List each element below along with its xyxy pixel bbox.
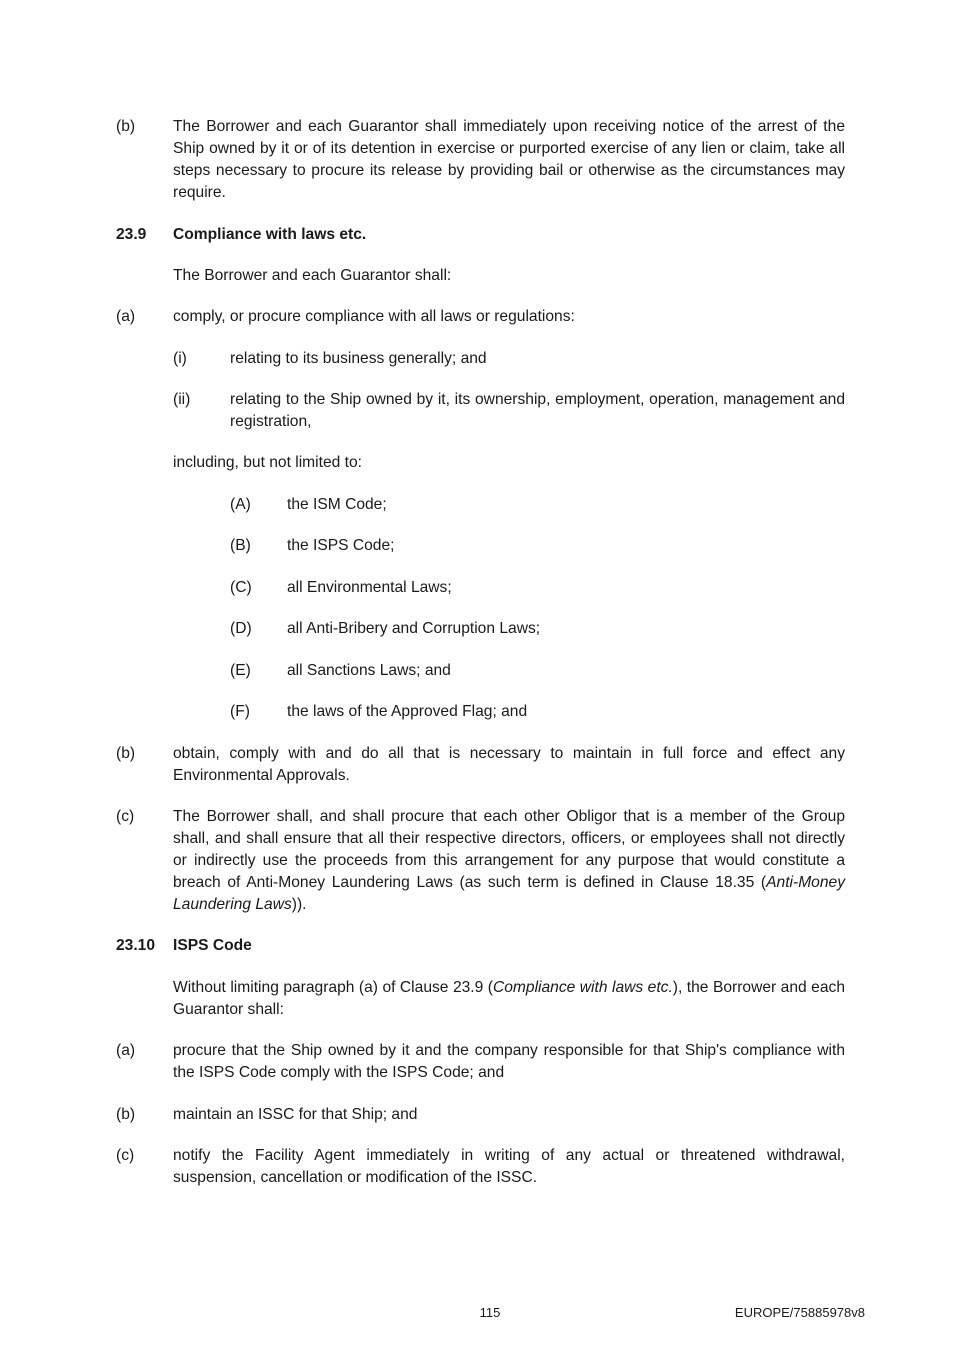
paragraph-text: comply, or procure compliance with all laws or regulations:: [173, 308, 575, 325]
list-item-text: the ISM Code;: [287, 496, 387, 513]
clause-title: ISPS Code: [173, 937, 252, 954]
paragraph-number: (c): [116, 808, 135, 825]
subparagraph-number: (ii): [173, 391, 191, 408]
paragraph-text-tail: )).: [291, 896, 307, 913]
paragraph-number: (b): [116, 745, 136, 762]
intro-text-pre: Without limiting paragraph (a) of Clause 23.9 (: [173, 979, 493, 996]
list-item-number: (F): [230, 703, 250, 720]
subparagraph-text: relating to the Ship owned by it, its ownership, employment, operation, management and registration,: [230, 391, 845, 430]
page-number: 115: [479, 1305, 501, 1320]
clause-title: Compliance with laws etc.: [173, 226, 367, 243]
paragraph-text: obtain, comply with and do all that is necessary to maintain in full force and effect any Environmental Approvals.: [173, 745, 845, 784]
paragraph-number: (a): [116, 1042, 136, 1059]
intro-text: [173, 977, 845, 1021]
list-item-number: (A): [230, 496, 251, 513]
list-item-number: (C): [230, 579, 252, 596]
paragraph-text: The Borrower and each Guarantor shall immediately upon receiving notice of the arrest of the Ship owned by it or of its detention in exercise or purported exercise of any lien or claim, take all steps necessary to procure its release by providing bail or otherwise as the circumstances may require.: [173, 118, 845, 201]
clause-number: 23.9: [116, 226, 147, 243]
paragraph-text: [173, 806, 845, 916]
cross-reference: Compliance with laws etc.: [492, 979, 673, 996]
subparagraph-number: (i): [173, 350, 187, 367]
subparagraph-text: relating to its business generally; and: [230, 350, 487, 367]
list-item-text: all Anti-Bribery and Corruption Laws;: [287, 620, 541, 637]
list-item-number: (D): [230, 620, 252, 637]
list-item-number: (E): [230, 662, 251, 679]
clause-number: 23.10: [116, 937, 156, 954]
paragraph-number: (b): [116, 118, 136, 135]
intro-text: The Borrower and each Guarantor shall:: [173, 267, 452, 284]
list-item-number: (B): [230, 537, 251, 554]
list-item-text: all Environmental Laws;: [287, 579, 452, 596]
document-reference: EUROPE/75885978v8: [734, 1305, 865, 1320]
paragraph-text: procure that the Ship owned by it and the company responsible for that Ship's compliance with the ISPS Code comply with the ISPS Code; and: [173, 1042, 845, 1081]
list-item-text: the ISPS Code;: [287, 537, 395, 554]
defined-term-reference: Anti-Money Laundering Laws: [173, 874, 845, 913]
list-item-text: all Sanctions Laws; and: [287, 662, 451, 679]
including-text: including, but not limited to:: [173, 454, 362, 471]
paragraph-text: maintain an ISSC for that Ship; and: [173, 1106, 418, 1123]
list-item-text: the laws of the Approved Flag; and: [287, 703, 528, 720]
paragraph-number: (b): [116, 1106, 136, 1123]
intro-text-post: ), the Borrower and each Guarantor shall:: [173, 979, 845, 1018]
paragraph-text: notify the Facility Agent immediately in writing of any actual or threatened withdrawal, suspension, cancellation or modification of the ISSC.: [173, 1147, 845, 1186]
paragraph-number: (a): [116, 308, 136, 325]
paragraph-number: (c): [116, 1147, 135, 1164]
paragraph-text-main: The Borrower shall, and shall procure that each other Obligor that is a member of the Group shall, and shall ensure that all their respective directors, officers, or employees shall not directly or indirectly use the proceeds from this arrangement for any purpose that would constitute a breach of Anti-Money Laundering Laws (as such term is defined in Clause 18.35 (: [173, 808, 845, 891]
